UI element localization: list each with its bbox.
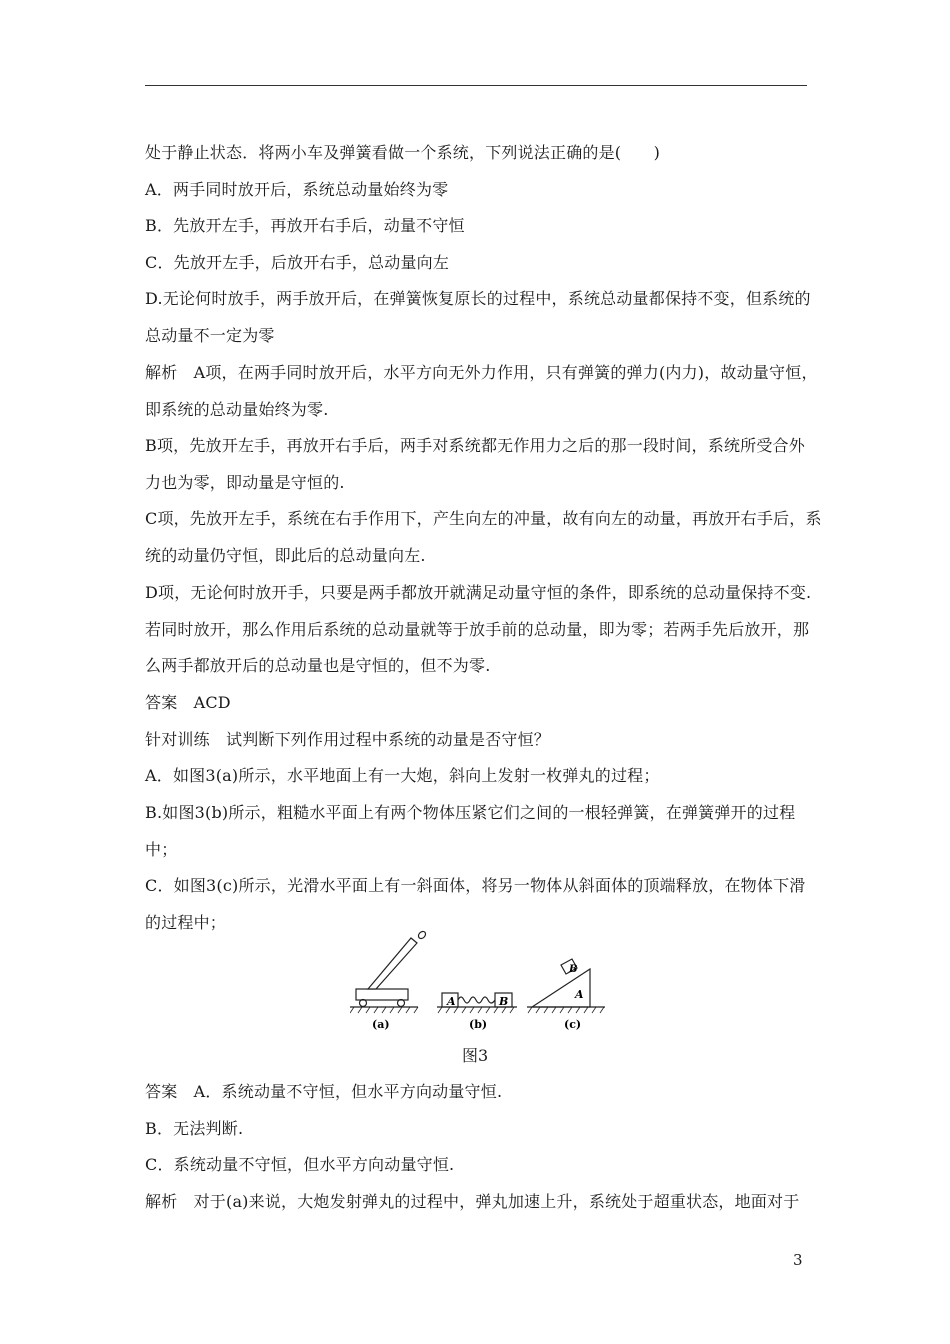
option-b: B．先放开左手，再放开右手后，动量不守恒 <box>145 216 465 235</box>
option-d-cont: 总动量不一定为零 <box>145 326 275 345</box>
exercise-b-cont: 中； <box>145 840 178 859</box>
page-number: 3 <box>793 1251 803 1269</box>
cannon-shell <box>417 930 427 940</box>
analysis-line: B项，先放开左手，再放开右手后，两手对系统都无作用力之后的那一段时间，系统所受合外 <box>145 436 805 455</box>
analysis-line: 解析 对于(a)来说，大炮发射弹丸的过程中，弹丸加速上升，系统处于超重状态，地面对于 <box>145 1192 800 1211</box>
header-rule <box>145 85 807 86</box>
option-d: D.无论何时放手，两手放开后，在弹簧恢复原长的过程中，系统总动量都保持不变，但系统的 <box>145 289 811 308</box>
option-c: C．先放开左手，后放开右手，总动量向左 <box>145 253 450 272</box>
label-incline-a: A <box>575 988 584 1001</box>
label-block-a: A <box>447 995 456 1008</box>
analysis-line: 即系统的总动量始终为零. <box>145 400 329 419</box>
cannon-barrel <box>368 938 417 989</box>
answer-line: B．无法判断. <box>145 1119 244 1138</box>
option-a: A．两手同时放开后，系统总动量始终为零 <box>145 180 449 199</box>
label-incline-b: B <box>569 964 578 975</box>
exercise-c: C．如图3(c)所示，光滑水平面上有一斜面体，将另一物体从斜面体的顶端释放，在物体下滑 <box>145 876 806 895</box>
analysis-line: C项，先放开左手，系统在右手作用下，产生向左的冲量，故有向左的动量，再放开右手后，系 <box>145 509 822 528</box>
label-a: (a) <box>372 1018 390 1031</box>
answer-line: 答案 ACD <box>145 693 231 712</box>
answer-line: 答案 A．系统动量不守恒，但水平方向动量守恒. <box>145 1082 503 1101</box>
analysis-line: 么两手都放开后的总动量也是守恒的，但不为零. <box>145 656 491 675</box>
cannon-cart <box>356 989 408 1000</box>
text-line: 处于静止状态．将两小车及弹簧看做一个系统，下列说法正确的是( ) <box>145 143 661 162</box>
analysis-line: D项，无论何时放开手，只要是两手都放开就满足动量守恒的条件，即系统的总动量保持不变. <box>145 583 812 602</box>
label-block-b: B <box>499 995 509 1008</box>
label-b: (b) <box>469 1018 488 1031</box>
ground-hatch-c <box>528 1007 604 1013</box>
figure-3-drawing <box>350 925 610 1035</box>
exercise-b: B.如图3(b)所示，粗糙水平面上有两个物体压紧它们之间的一根轻弹簧，在弹簧弹开的过程 <box>145 803 796 822</box>
exercise-c-cont: 的过程中； <box>145 913 227 932</box>
cannon-diagram <box>350 930 427 1013</box>
figure-caption: 图3 <box>462 1046 489 1065</box>
label-c: (c) <box>564 1018 582 1031</box>
spring <box>458 997 495 1003</box>
exercise-a: A．如图3(a)所示，水平地面上有一大炮，斜向上发射一枚弹丸的过程； <box>145 766 660 785</box>
analysis-line: 解析 A项，在两手同时放开后，水平方向无外力作用，只有弹簧的弹力(内力)，故动量守恒， <box>145 363 818 382</box>
figure-3 <box>350 925 610 1035</box>
answer-line: C．系统动量不守恒，但水平方向动量守恒. <box>145 1155 455 1174</box>
analysis-line: 力也为零，即动量是守恒的. <box>145 473 345 492</box>
incline-diagram <box>527 959 605 1013</box>
analysis-line: 若同时放开，那么作用后系统的总动量就等于放手前的总动量，即为零；若两手先后放开，那 <box>145 620 810 639</box>
ground-hatch-a <box>350 1007 418 1013</box>
analysis-line: 统的动量仍守恒，即此后的总动量向左. <box>145 546 426 565</box>
exercise-title: 针对训练 试判断下列作用过程中系统的动量是否守恒？ <box>145 730 551 749</box>
